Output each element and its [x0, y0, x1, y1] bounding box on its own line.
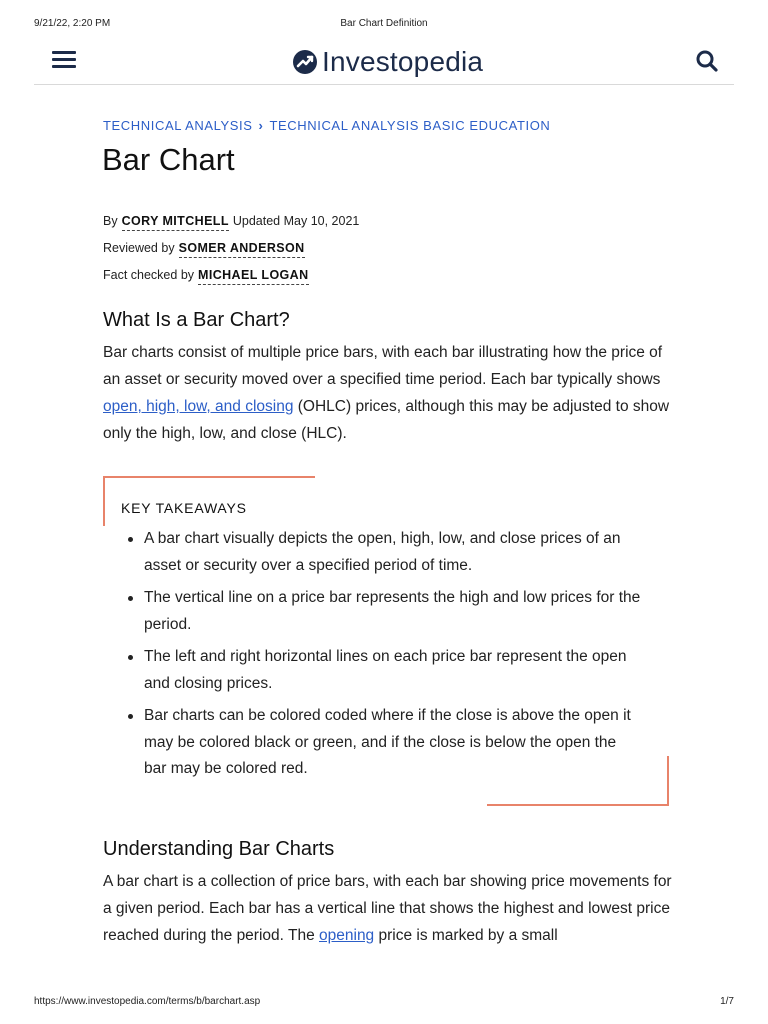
key-takeaways-box: [103, 476, 669, 806]
section1-text-b: (OHLC) prices, although this may be adjusted to show only the high, low, and close (HLC).: [103, 398, 670, 442]
byline-reviewer: [103, 241, 305, 255]
breadcrumb-technical-analysis-basic-education[interactable]: TECHNICAL ANALYSIS BASIC EDUCATION: [269, 118, 551, 133]
footer-page-number: 1/7: [720, 996, 734, 1007]
takeaway-item: The vertical line on a price bar represents the high and low prices for the period.: [121, 585, 641, 638]
breadcrumb: [103, 118, 550, 133]
section2-text-b: price is marked by a small: [374, 927, 558, 944]
section1-paragraph: [103, 339, 683, 447]
author-link[interactable]: CORY MITCHELL: [122, 214, 229, 231]
breadcrumb-technical-analysis[interactable]: TECHNICAL ANALYSIS: [103, 118, 253, 133]
reviewer-link[interactable]: SOMER ANDERSON: [179, 241, 305, 258]
takeaways-border-left: [103, 476, 105, 526]
takeaways-border-right: [667, 756, 669, 806]
section-heading-what-is: What Is a Bar Chart?: [103, 309, 290, 331]
section2-paragraph: [103, 868, 683, 949]
print-title: Bar Chart Definition: [340, 18, 428, 29]
page-title: Bar Chart: [102, 142, 235, 177]
by-label: By: [103, 214, 118, 228]
takeaway-item: The left and right horizontal lines on each price bar represent the open and closing prices.: [121, 644, 641, 697]
key-takeaways-heading: KEY TAKEAWAYS: [121, 500, 247, 516]
takeaway-item: A bar chart visually depicts the open, high, low, and close prices of an asset or security over a specified period of time.: [121, 526, 641, 579]
logo-text: Investopedia: [322, 46, 484, 77]
investopedia-logo-icon: [292, 49, 318, 75]
section-heading-understanding: Understanding Bar Charts: [103, 838, 335, 860]
opening-link[interactable]: opening: [319, 927, 375, 944]
reviewed-label: Reviewed by: [103, 241, 175, 255]
site-logo[interactable]: [292, 44, 483, 80]
takeaway-item: Bar charts can be colored coded where if the close is above the open it may be colored black or green, and if the close is below the open the bar may be colored red.: [121, 703, 641, 783]
takeaways-border-bottom: [487, 804, 669, 806]
takeaways-border-top: [103, 476, 315, 478]
hamburger-menu-icon[interactable]: [52, 48, 78, 72]
byline-author: [103, 214, 359, 228]
site-header: [34, 40, 734, 85]
footer-url: https://www.investopedia.com/terms/b/barchart.asp: [34, 996, 261, 1007]
section1-text-a: Bar charts consist of multiple price bars, with each bar illustrating how the price of an asset or security moved over a specified time period. Each bar typically shows: [103, 344, 663, 388]
section2-text-a: A bar chart is a collection of price bars, with each bar showing price movements for a given period. Each bar has a vertical line that shows the highest and lowest price reached during the period. The: [103, 873, 672, 944]
factchecker-link[interactable]: MICHAEL LOGAN: [198, 268, 309, 285]
updated-date: Updated May 10, 2021: [232, 214, 360, 228]
byline-factchecker: [103, 268, 309, 282]
key-takeaways-list: [121, 526, 641, 789]
print-header: [0, 18, 768, 32]
factchecked-label: Fact checked by: [103, 268, 195, 282]
ohlc-link[interactable]: open, high, low, and closing: [103, 398, 294, 415]
search-icon[interactable]: [694, 48, 720, 74]
chevron-right-icon: ›: [258, 118, 264, 133]
print-date: 9/21/22, 2:20 PM: [34, 18, 111, 29]
